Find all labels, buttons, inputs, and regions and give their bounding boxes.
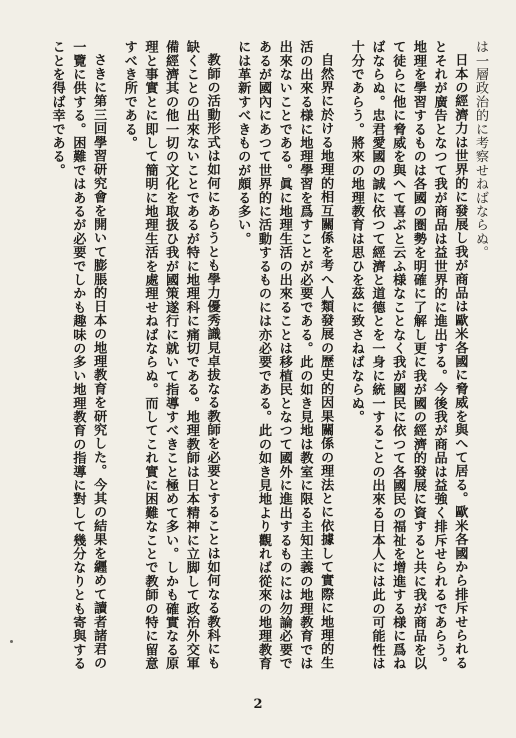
paragraph-3: 自然界に於ける地理的相互關係を考へ人類發展の歷史的因果關係の理法とに依據して實際に地理的生活の出來る様に地理學習を爲すことが必要である。此の如き見地は教室に限る主知主義の地理教育では出來ないことである。眞に地理生活の出來ることは移植民となつて國外に進出するものには勿論必要であるが國內にあつて世界的に活動するものには亦必要である。此の如き見地より觀れば從來の地理教育には革新すべきものが頗る多い。 xyxy=(235,40,334,671)
paragraph-4: 教師の活動形式は如何にあらうとも學力優秀識見卓拔なる教師を必要とすることは如何なる教科にも缺くことの出來ないことであるが特に地理科に痛切である。地理教師は日本精神に立脚して政治外交軍備經濟其の他一切の文化を取扱ひ我が國策遂行に就いて指導すべきこと極めて多い。しかも確實なる原理と事實とに即して簡明に地理生活を處理せねばならぬ。而してこれ實に困難なことで教師の特に留意すべき所である。 xyxy=(121,40,220,671)
paragraph-1: は一層政治的に考察せねばならぬ。 xyxy=(473,40,488,260)
paragraph-2: 日本の經濟力は世界的に發展し我が商品は歐米各國に脅威を與へて居る。歐米各國から排斥せられるとそれが廣告となつて我が商品は益世界的に進出する。今後我が商品は益強く排斥せられるであらう。地理を學習するものは各國の圏勢を明確に了解し更に我が國の經濟的發展に資すると共に我が商品を以て徒らに他に脅威を與へて喜ぶと云ふ様なことなく我が國民に依つて各國民の福祉を增進する様に爲ねばならぬ。忠君愛國の誠に依つて經濟と道德とを一身に統一することの出來る日本人には此の可能性は十分であらう。將來の地理教育は思ひを茲に致さねばならぬ。 xyxy=(348,40,468,671)
body-text xyxy=(46,40,490,680)
paragraph-5: さきに第三回學習研究會を開いて膨脹的日本の地理教育を研究した。今其の結果を纒めて讀者諸君の一覽に供する。困難ではあるが必要でしかも趣味の多い地理教育の指導に對して幾分なりとも寄與することを得ば幸である。 xyxy=(49,40,107,671)
scan-speck xyxy=(10,640,13,643)
page-number: 2 xyxy=(253,697,263,712)
